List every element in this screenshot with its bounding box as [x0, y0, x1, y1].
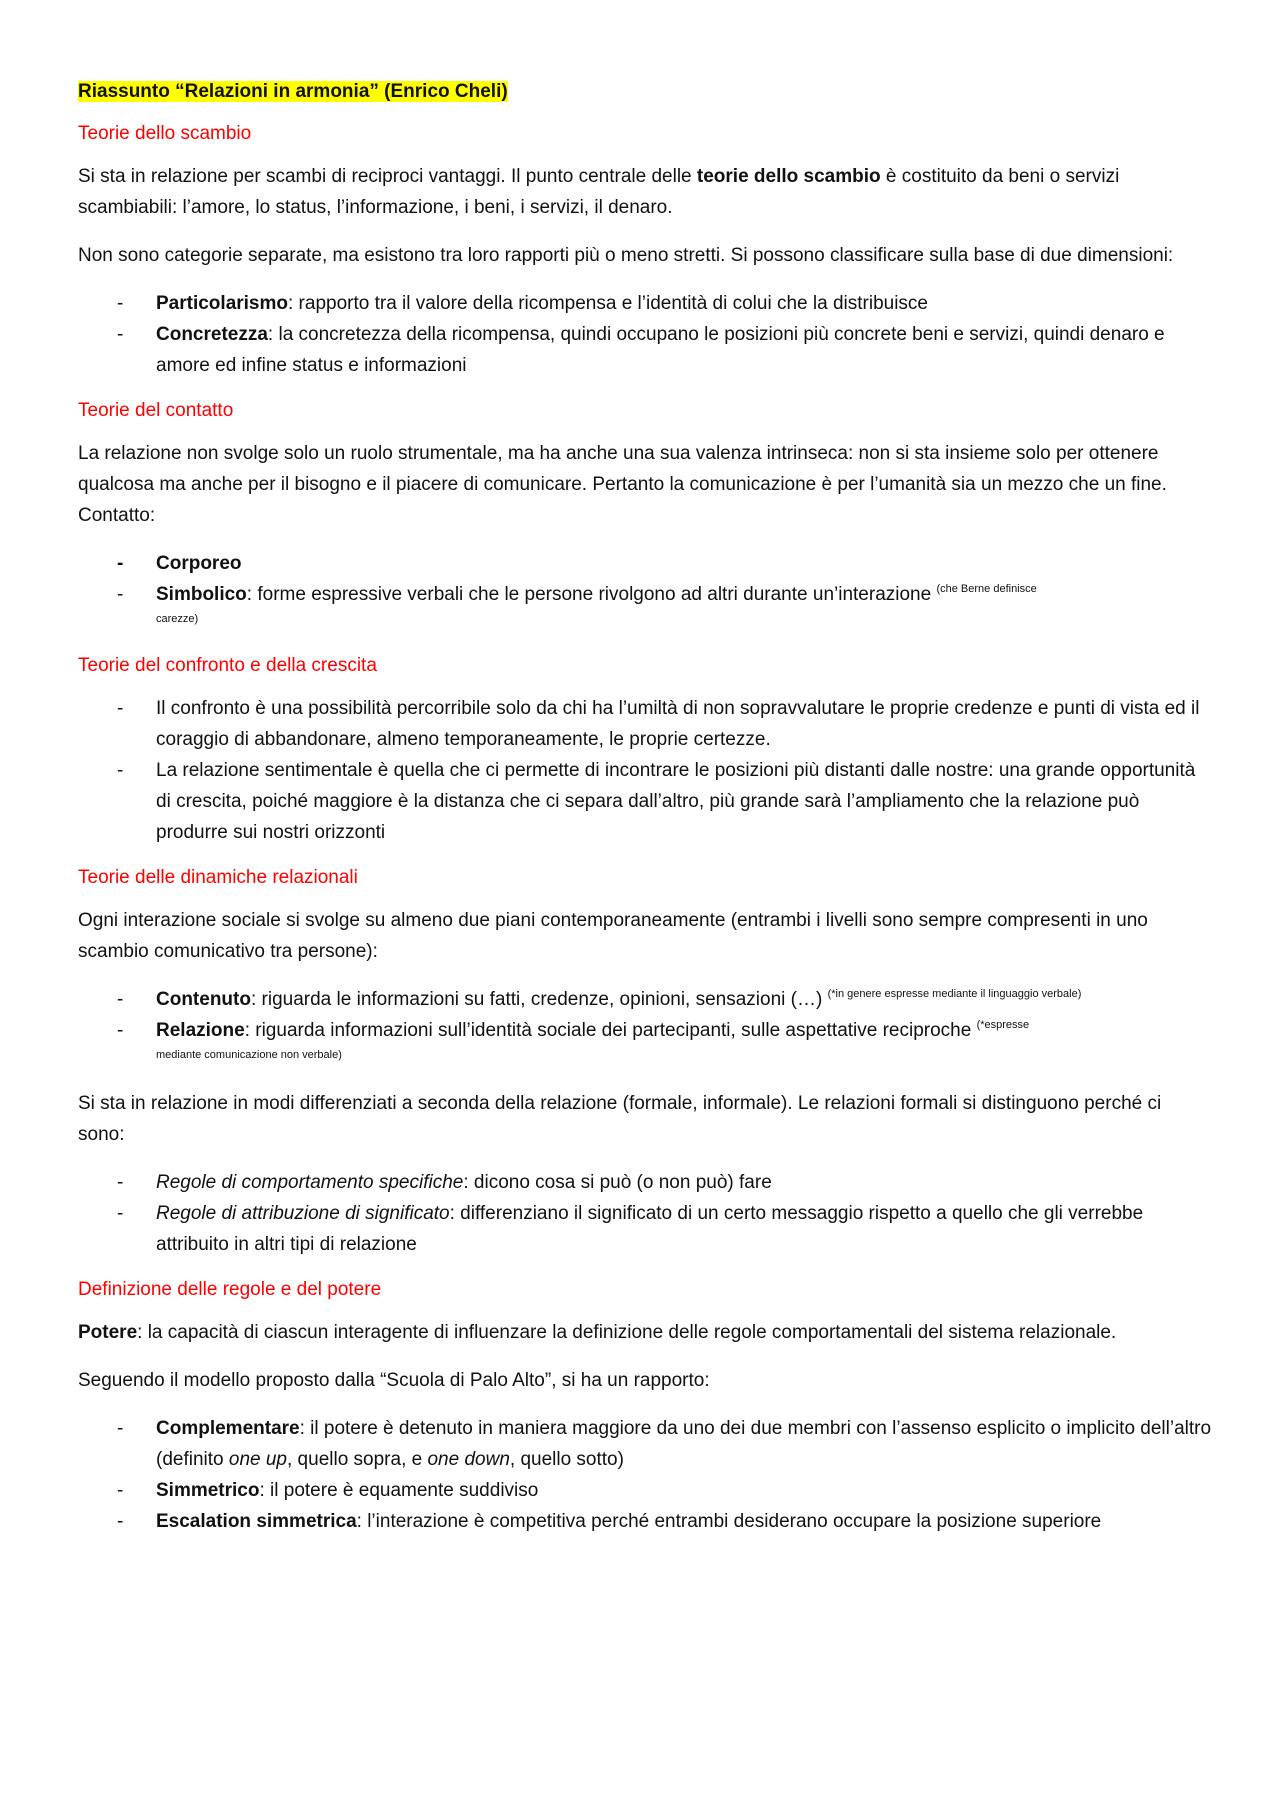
footnote-continuation: carezze)	[156, 613, 199, 625]
term: Regole di comportamento specifiche	[156, 1172, 464, 1193]
list-item	[78, 1167, 1212, 1198]
list-piani	[78, 984, 1212, 1064]
list-item	[78, 1198, 1212, 1260]
paragraph-scambio-intro	[78, 161, 1212, 223]
list-item: - La relazione sentimentale è quella che ci permette di incontrare le posizioni più distanti dalle nostre: una grande opportunità di crescita, poiché maggiore è la distanza che ci separa dall’altro, più grande sarà l’ampliamento che la relazione può produrre sui nostri orizzonti	[78, 755, 1212, 848]
list-item	[78, 1475, 1212, 1506]
paragraph-relazioni-formali: Si sta in relazione in modi differenziati a seconda della relazione (formale, informale). Le relazioni formali si distinguono perché ci sono:	[78, 1093, 1162, 1145]
italic-run: one down	[427, 1449, 510, 1470]
heading-teorie-confronto: Teorie del confronto e della crescita	[78, 655, 377, 676]
definition: : il potere è equamente suddiviso	[259, 1480, 539, 1501]
term: Simbolico	[156, 584, 247, 605]
list-item	[78, 1413, 1212, 1475]
footnote-continuation: mediante comunicazione non verbale)	[156, 1049, 342, 1061]
list-item	[78, 1506, 1212, 1537]
definition: : dicono cosa si può (o non può) fare	[463, 1172, 772, 1193]
text-run: , quello sopra, e	[287, 1449, 428, 1470]
definition: : riguarda le informazioni su fatti, credenze, opinioni, sensazioni (…)	[250, 989, 828, 1010]
text-run: : il potere è detenuto in maniera maggiore da uno dei due membri con l’assenso esplicito o implicito dell’altro (definito	[156, 1418, 1212, 1470]
italic-run: one up	[228, 1449, 287, 1470]
definition: : la concretezza della ricompensa, quindi occupano le posizioni più concrete beni e servizi, quindi denaro e amore ed infine status e informazioni	[156, 324, 1165, 376]
text-run: , quello sotto)	[509, 1449, 624, 1470]
text-run: è costituito da beni o servizi scambiabili: l’amore, lo status, l’informazione, i beni, i servizi, il denaro.	[78, 166, 1120, 218]
heading-regole-potere: Definizione delle regole e del potere	[78, 1279, 382, 1300]
definition: : rapporto tra il valore della ricompensa e l’identità di colui che la distribuisce	[288, 293, 928, 314]
term: Potere	[78, 1322, 138, 1343]
list-item: - Il confronto è una possibilità percorribile solo da chi ha l’umiltà di non sopravvalutare le proprie credenze e punti di vista ed il coraggio di abbandonare, almeno temporaneamente, le proprie certezze.	[78, 693, 1212, 755]
heading-teorie-scambio: Teorie dello scambio	[78, 123, 252, 144]
definition: : l’interazione è competitiva perché entrambi desiderano occupare la posizione superiore	[356, 1511, 1102, 1532]
text-run: Si sta in relazione per scambi di reciproci vantaggi. Il punto centrale delle	[78, 166, 697, 187]
term: Concretezza	[156, 324, 268, 345]
footnote-berne: (che Berne definisce	[936, 583, 1037, 595]
heading-dinamiche-relazionali: Teorie delle dinamiche relazionali	[78, 867, 358, 888]
definition: : forme espressive verbali che le persone rivolgono ad altri durante un’interazione	[246, 584, 937, 605]
footnote-non-verbale: (*espresse	[976, 1019, 1030, 1031]
term: Regole di attribuzione di significato	[156, 1203, 450, 1224]
term: Simmetrico	[156, 1480, 260, 1501]
list-regole	[78, 1167, 1212, 1260]
list-contatto	[78, 548, 1212, 628]
paragraph-palo-alto: Seguendo il modello proposto dalla “Scuola di Palo Alto”, si ha un rapporto:	[78, 1370, 710, 1391]
paragraph-contatto: La relazione non svolge solo un ruolo strumentale, ma ha anche una sua valenza intrinseca: non si sta insieme solo per ottenere qualcosa ma anche per il bisogno e il piacere di comunicare. Pertanto la comunicazione è per l’umanità sia un mezzo che un fine. Contatto:	[78, 443, 1167, 526]
list-dimensions	[78, 288, 1212, 381]
term: Escalation simmetrica	[156, 1511, 357, 1532]
list-item	[78, 319, 1212, 381]
paragraph-dinamiche: Ogni interazione sociale si svolge su almeno due piani contemporaneamente (entrambi i livelli sono sempre compresenti in uno scambio comunicativo tra persone):	[78, 910, 1148, 962]
list-item	[78, 579, 1212, 628]
spacer	[78, 644, 1212, 652]
list-item	[78, 1015, 1212, 1064]
paragraph-potere	[78, 1317, 1212, 1348]
spacer	[78, 1080, 1212, 1088]
term: Complementare	[156, 1418, 300, 1439]
definition: : la capacità di ciascun interagente di influenzare la definizione delle regole comportamentali del sistema relazionale.	[137, 1322, 1117, 1343]
list-item	[78, 288, 1212, 319]
term: Relazione	[156, 1020, 245, 1041]
document-title	[78, 78, 1212, 106]
list-item	[78, 984, 1212, 1015]
definition: : riguarda informazioni sull’identità sociale dei partecipanti, sulle aspettative reciproche	[244, 1020, 977, 1041]
list-confronto	[78, 693, 1212, 848]
term: Contenuto	[156, 989, 251, 1010]
bold-run: teorie dello scambio	[696, 166, 881, 187]
term: Corporeo	[156, 553, 242, 574]
title-highlight: Riassunto “Relazioni in armonia” (Enrico Cheli)	[78, 81, 508, 102]
footnote-verbale: (*in genere espresse mediante il linguaggio verbale)	[827, 988, 1082, 1000]
definition: : differenziano il significato di un certo messaggio rispetto a quello che gli verrebbe attribuito in altri tipi di relazione	[156, 1203, 1144, 1255]
term: Particolarismo	[156, 293, 288, 314]
list-item	[78, 548, 1212, 579]
paragraph-scambio-dimensions: Non sono categorie separate, ma esistono tra loro rapporti più o meno stretti. Si possono classificare sulla base di due dimensioni:	[78, 245, 1174, 266]
list-rapporti	[78, 1413, 1212, 1537]
heading-teorie-contatto: Teorie del contatto	[78, 400, 234, 421]
